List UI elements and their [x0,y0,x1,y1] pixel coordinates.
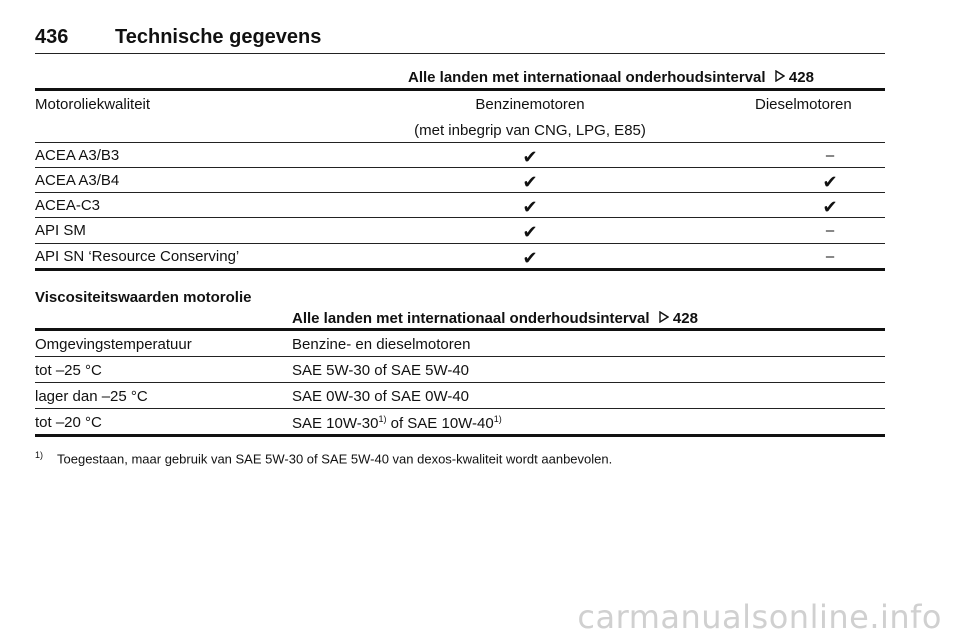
petrol-check-icon: ✔ [522,172,538,192]
table2-caption-text: Alle landen met internationaal onderhoudsinterval [292,310,650,327]
page-header [35,26,885,54]
table1-caption-ref[interactable]: 428 [788,69,814,86]
page-number: 436 [35,26,69,48]
footnote-text: Toegestaan, maar gebruik van SAE 5W-30 of SAE 5W-40 van dexos-kwaliteit wordt aanbevolen. [57,451,613,467]
oil-quality-name: ACEA A3/B4 [35,172,120,189]
page-title: Technische gegevens [115,26,322,48]
row-divider [35,243,885,244]
oil-quality-name: API SN ‘Resource Conserving’ [35,248,240,265]
row-divider [35,142,885,143]
viscosity-value [292,414,502,432]
col-header-temperature: Omgevingstemperatuur [35,336,192,353]
viscosity-grade: SAE 0W-30 of SAE 0W-40 [292,388,470,405]
viscosity-value [292,388,469,405]
diesel-check-icon: ✔ [822,172,838,192]
table2-top-rule [35,328,885,331]
diesel-dash: – [825,222,835,239]
row-divider [35,408,885,409]
diesel-check-icon: ✔ [822,197,838,217]
col-header-quality: Motoroliekwaliteit [35,96,151,113]
footnote-ref[interactable]: 1) [493,414,502,424]
footnote-ref[interactable]: 1) [378,414,387,424]
header-divider [35,53,885,54]
oil-quality-name: API SM [35,222,86,239]
row-divider [35,192,885,193]
viscosity-heading: Viscositeitswaarden motorolie [35,289,252,306]
diesel-dash: – [825,248,835,265]
temperature-value: lager dan –25 °C [35,388,148,405]
col-header-diesel: Dieselmotoren [755,96,852,113]
viscosity-grade: SAE 10W-30 [292,415,379,432]
table2-bottom-rule [35,434,885,437]
diesel-dash: – [825,147,835,164]
petrol-check-icon: ✔ [522,197,538,217]
row-divider [35,217,885,218]
viscosity-grade-alt: of SAE 10W-40 [386,415,494,432]
viscosity-grade: SAE 5W-30 of SAE 5W-40 [292,362,470,379]
footnote [35,450,612,466]
row-divider [35,167,885,168]
petrol-check-icon: ✔ [522,147,538,167]
petrol-check-icon: ✔ [522,248,538,268]
table2-caption [292,310,698,327]
table2-caption-ref[interactable]: 428 [672,310,698,327]
row-divider [35,356,885,357]
table1-bottom-rule [35,268,885,271]
col-header-petrol: Benzinemotoren [475,96,585,113]
watermark: carmanualsonline.info [577,598,942,636]
footnote-marker: 1) [35,450,44,460]
page-reference-arrow-icon[interactable] [775,69,785,86]
oil-quality-name: ACEA A3/B3 [35,147,120,164]
petrol-check-icon: ✔ [522,222,538,242]
temperature-value: tot –20 °C [35,414,102,431]
row-divider [35,382,885,383]
col-header-engines: Benzine- en dieselmotoren [292,336,471,353]
oil-quality-name: ACEA-C3 [35,197,101,214]
table1-top-rule [35,88,885,91]
page-reference-arrow-icon[interactable] [659,310,669,327]
table1-caption [408,69,814,86]
viscosity-value [292,362,469,379]
table1-caption-text: Alle landen met internationaal onderhoudsinterval [408,69,766,86]
col-header-petrol-sub: (met inbegrip van CNG, LPG, E85) [414,122,646,139]
temperature-value: tot –25 °C [35,362,102,379]
